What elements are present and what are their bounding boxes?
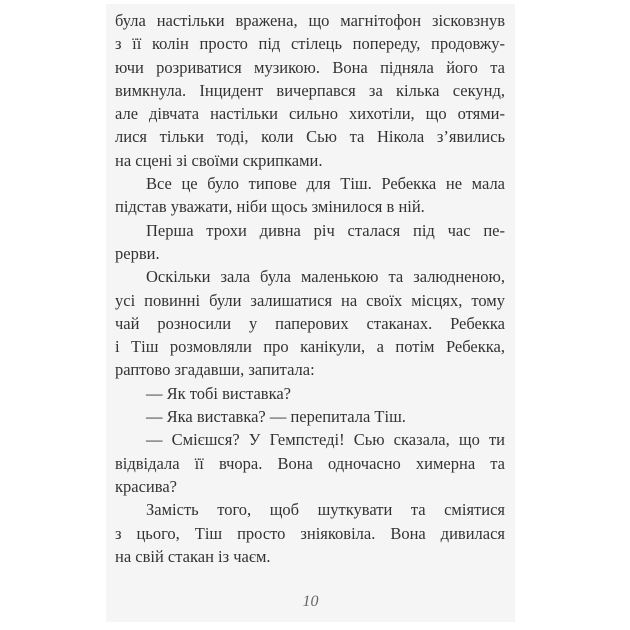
text-line: але дівчата настільки сильно хихотіли, що отями-: [115, 104, 505, 124]
text-line: і Тіш розмовляли про канікули, а потім Ребекка,: [115, 337, 505, 357]
text-line: з цього, Тіш просто зніяковіла. Вона дивилася: [115, 523, 505, 543]
text-block: [106, 4, 515, 568]
dialogue-line: — Як тобі виставка?: [146, 383, 292, 403]
text-line: красива?: [115, 476, 177, 496]
text-line: ючи розриватися музикою. Вона підняла його та: [115, 57, 505, 77]
text-line: раптово згадавши, запитала:: [115, 360, 315, 380]
page-number: 10: [302, 593, 319, 610]
dialogue-line: — Яка виставка? — перепитала Тіш.: [146, 407, 406, 427]
text-line: на свій стакан із чаєм.: [115, 546, 271, 566]
text-line: чай розносили у паперових стаканах. Ребекка: [115, 313, 505, 333]
text-line: вимкнула. Інцидент вичерпався за кілька секунд,: [115, 80, 505, 100]
text-line: з її колін просто під стілець попереду, продовжу-: [115, 34, 505, 54]
text-line: Все це було типове для Тіш. Ребекка не мала: [146, 174, 505, 194]
text-line: лися тільки тоді, коли Сью та Нікола з’явились: [115, 127, 505, 147]
text-line: Перша трохи дивна річ сталася під час пе-: [146, 220, 505, 240]
text-line: відвідала її вчора. Вона одночасно химерна та: [115, 453, 505, 473]
text-line: усі повинні були залишатися на своїх місцях, тому: [115, 290, 505, 310]
text-line: підстав уважати, ніби щось змінилося в ній.: [115, 197, 425, 217]
text-line: була настільки вражена, що магнітофон зісковзнув: [115, 11, 505, 30]
text-line: рерви.: [115, 243, 160, 263]
text-line: Оскільки зала була маленькою та залюдненою,: [146, 267, 505, 287]
book-page: [106, 4, 515, 622]
dialogue-line: — Смієшся? У Гемпстеді! Сью сказала, що ти: [146, 430, 505, 450]
text-line: Замість того, щоб шуткувати та сміятися: [146, 500, 505, 520]
text-line: на сцені зі своїми скрипками.: [115, 150, 323, 170]
